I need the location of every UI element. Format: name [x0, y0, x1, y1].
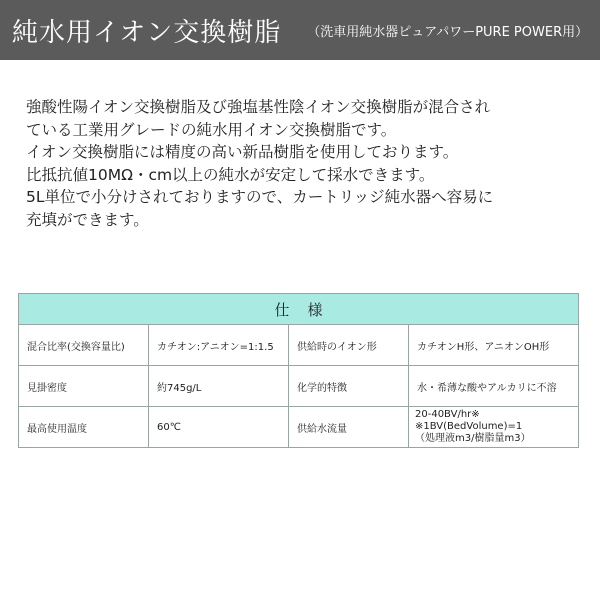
- spec-label-max-temp: 最高使用温度: [19, 407, 149, 448]
- page-title: 純水用イオン交換樹脂: [12, 17, 282, 48]
- spec-value-chemical: 水・希薄な酸やアルカリに不溶: [409, 366, 579, 407]
- page-header: [0, 0, 600, 60]
- description-line: 充填ができます。: [26, 210, 149, 229]
- spec-value-max-temp: 60℃: [149, 407, 289, 448]
- table-row: [19, 325, 579, 366]
- spec-label-flow-rate: 供給水流量: [289, 407, 409, 448]
- description-line: ている工業用グレードの純水用イオン交換樹脂です。: [26, 120, 397, 139]
- flow-rate-line: （処理液m3/樹脂量m3）: [415, 433, 531, 444]
- page-subtitle: （洗車用純水器ピュアパワーPURE POWER用）: [307, 24, 589, 40]
- description-line: 5L単位で小分けされておりますので、カートリッジ純水器へ容易に: [26, 188, 494, 207]
- description-line: 比抵抗値10MΩ・cm以上の純水が安定して採水できます。: [26, 165, 435, 184]
- spec-value-flow-rate: [409, 407, 579, 448]
- spec-table: [18, 293, 579, 448]
- description-line: 強酸性陽イオン交換樹脂及び強塩基性陰イオン交換樹脂が混合され: [26, 98, 491, 116]
- spec-label-ion-form: 供給時のイオン形: [289, 325, 409, 366]
- table-row: [19, 366, 579, 407]
- spec-label-mix-ratio: 混合比率(交換容量比): [19, 325, 149, 366]
- spec-value-mix-ratio: カチオン:アニオン=1:1.5: [149, 325, 289, 366]
- flow-rate-line: 20-40BV/hr※: [415, 409, 480, 420]
- product-description: [26, 96, 586, 232]
- description-line: イオン交換樹脂には精度の高い新品樹脂を使用しております。: [26, 143, 459, 162]
- spec-label-chemical: 化学的特徴: [289, 366, 409, 407]
- flow-rate-line: ※1BV(BedVolume)=1: [415, 421, 523, 432]
- table-row: [19, 407, 579, 448]
- spec-heading-row: [19, 294, 579, 325]
- spec-value-density: 約745g/L: [149, 366, 289, 407]
- spec-label-density: 見掛密度: [19, 366, 149, 407]
- spec-heading: 仕様: [19, 294, 579, 325]
- spec-value-ion-form: カチオンH形、アニオンOH形: [409, 325, 579, 366]
